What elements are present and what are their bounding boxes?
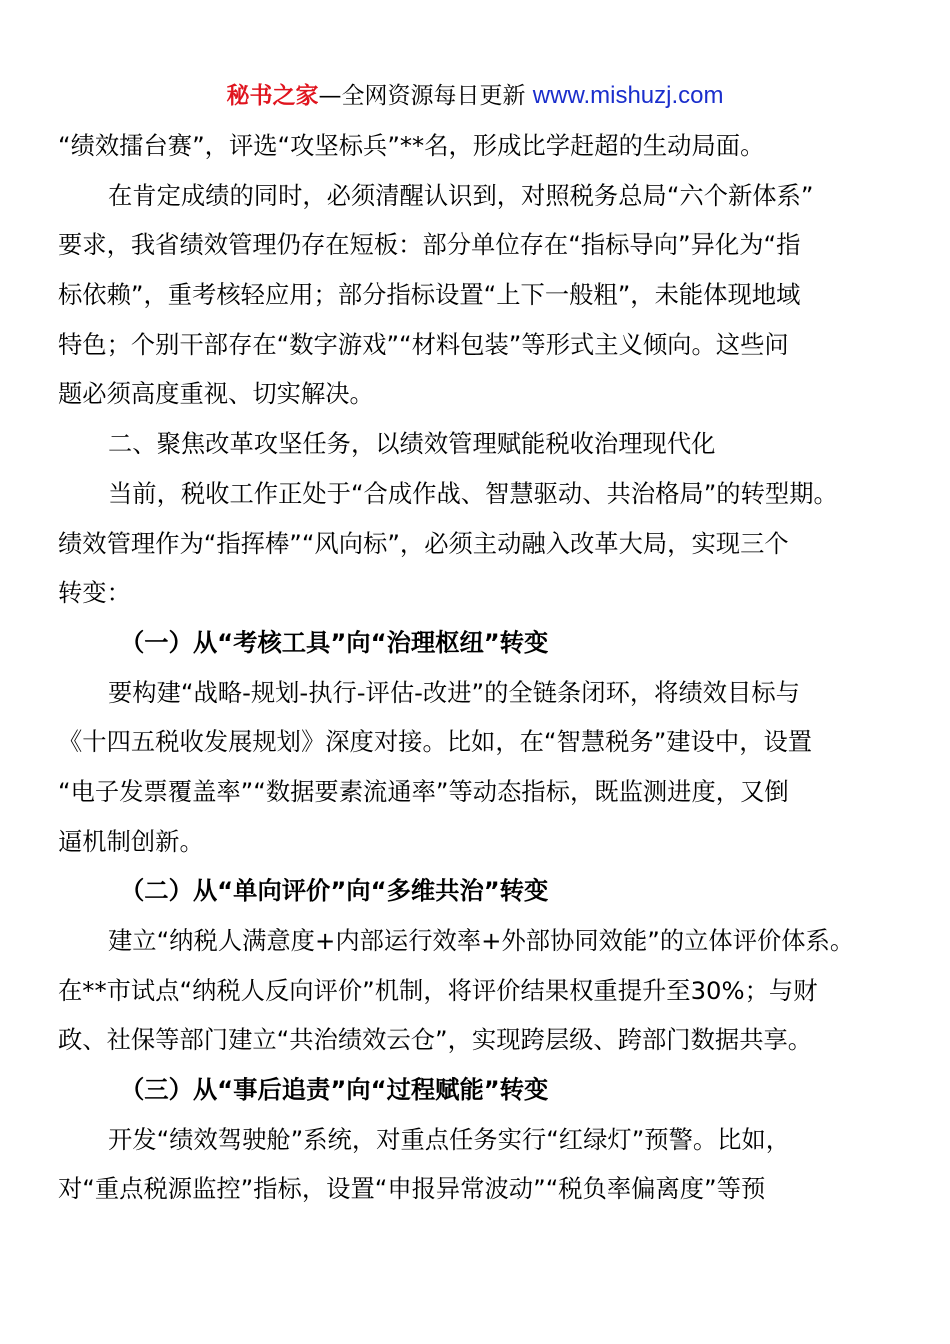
paragraph-start-line: 当前，税收工作正处于“合成作战、智慧驱动、共治格局”的转型期。 xyxy=(108,478,838,508)
body-text-line: 题必须高度重视、切实解决。 xyxy=(58,379,374,409)
site-header xyxy=(0,81,950,111)
body-text-line: 转变： xyxy=(58,578,131,608)
site-url[interactable]: www.mishuzj.com xyxy=(532,82,724,109)
section-heading: 二、聚焦改革攻坚任务，以绩效管理赋能税收治理现代化 xyxy=(108,429,716,459)
body-text-line: 对“重点税源监控”指标，设置“申报异常波动”“税负率偏离度”等预 xyxy=(58,1174,766,1204)
body-text-line: 特色；个别干部存在“数字游戏”“材料包装”等形式主义倾向。这些问 xyxy=(58,329,789,359)
body-text-line: 政、社保等部门建立“共治绩效云仓”，实现跨层级、跨部门数据共享。 xyxy=(58,1025,813,1055)
body-text-line: 要求，我省绩效管理仍存在短板：部分单位存在“指标导向”异化为“指 xyxy=(58,230,801,260)
body-text-line: 标依赖”，重考核轻应用；部分指标设置“上下一般粗”，未能体现地域 xyxy=(58,280,801,310)
brand-name: 秘书之家 xyxy=(226,83,319,109)
subsection-heading: （三）从“事后追责”向“过程赋能”转变 xyxy=(120,1075,549,1105)
paragraph-start-line: 开发“绩效驾驶舱”系统，对重点任务实行“红绿灯”预警。比如， xyxy=(108,1124,791,1154)
paragraph-start-line: 在肯定成绩的同时，必须清醒认识到，对照税务总局“六个新体系” xyxy=(108,180,814,210)
body-text-line: “绩效擂台赛”，评选“攻坚标兵”**名，形成比学赶超的生动局面。 xyxy=(58,131,765,160)
paragraph-start-line: 建立“纳税人满意度+内部运行效率+外部协同效能”的立体评价体系。 xyxy=(108,926,855,955)
body-text-line: “电子发票覆盖率”“数据要素流通率”等动态指标，既监测进度，又倒 xyxy=(58,776,789,806)
document-body xyxy=(58,121,884,1214)
header-tagline: —全网资源每日更新 xyxy=(318,83,526,109)
body-text-line: 《十四五税收发展规划》深度对接。比如，在“智慧税务”建设中，设置 xyxy=(58,727,813,757)
body-text-line: 逼机制创新。 xyxy=(58,826,204,856)
body-text-line: 在**市试点“纳税人反向评价”机制，将评价结果权重提升至30%；与财 xyxy=(58,975,818,1005)
subsection-heading: （一）从“考核工具”向“治理枢纽”转变 xyxy=(120,627,549,657)
paragraph-start-line: 要构建“战略-规划-执行-评估-改进”的全链条闭环，将绩效目标与 xyxy=(108,677,800,707)
body-text-line: 绩效管理作为“指挥棒”“风向标”，必须主动融入改革大局，实现三个 xyxy=(58,528,789,558)
subsection-heading: （二）从“单向评价”向“多维共治”转变 xyxy=(120,876,549,906)
